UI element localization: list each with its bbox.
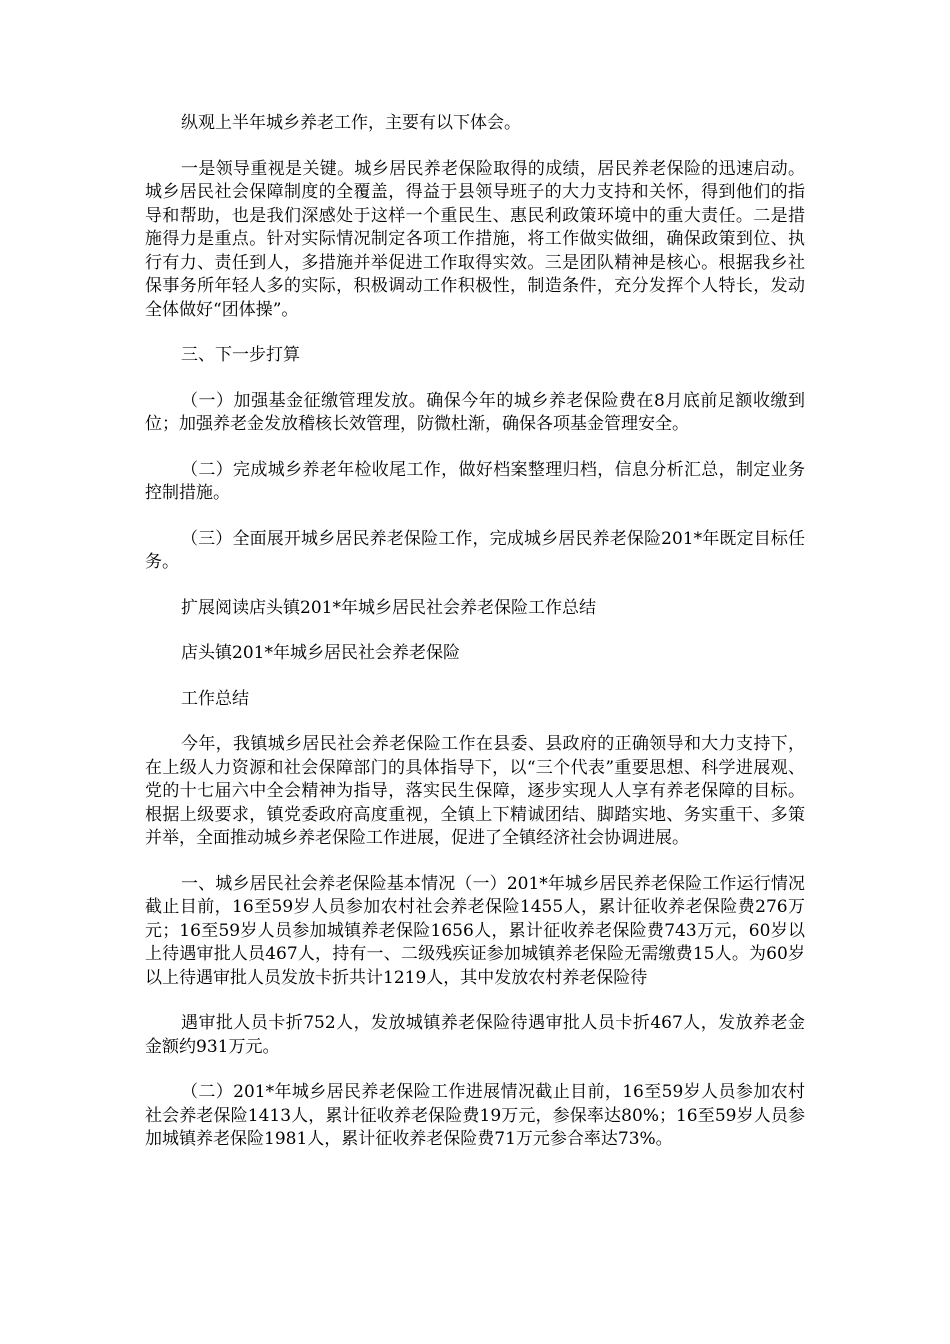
paragraph-summary-intro: 纵观上半年城乡养老工作，主要有以下体会。 (181, 113, 521, 133)
paragraph-report-intro: 今年，我镇城乡居民社会养老保险工作在县委、县政府的正确领导和大力支持下，在上级人力资源和社会保障部门的具体指导下，以“三个代表”重要思想、科学进展观、党的十七届六中全会精神为指导，落实民生保障，逐步实现人人享有养老保障的目标。根据上级要求，镇党委政府高度重视，全镇上下精诚团结、脚踏实地、务实重干、多策并举，全面推动城乡养老保险工作进展，促进了全镇经济社会协调进展。 (145, 734, 805, 848)
paragraph-plan-item-2: （二）完成城乡养老年检收尾工作，做好档案整理归档，信息分析汇总，制定业务控制措施。 (145, 459, 805, 503)
paragraph-basic-situation: 一、城乡居民社会养老保险基本情况（一）201*年城乡居民养老保险工作运行情况截止目前，16至59岁人员参加农村社会养老保险1455人，累计征收养老保险费276万元；16至59岁人员参加城镇养老保险1656人，累计征收养老保险费743万元，60岁以上待遇审批人员467人，持有一、二级残疾证参加城镇养老保险无需缴费15人。为60岁以上待遇审批人员发放卡折共计1219人，其中发放农村养老保险待 (145, 873, 805, 988)
report-title-line-2: 工作总结 (181, 688, 249, 709)
paragraph-progress-situation: （二）201*年城乡居民养老保险工作进展情况截止目前，16至59岁人员参加农村社会养老保险1413人，累计征收养老保险费19万元，参保率达80%；16至59岁人员参加城镇养老保险1981人，累计征收养老保险费71万元参合率达73%。 (145, 1082, 805, 1149)
extended-reading-title: 扩展阅读店头镇201*年城乡居民社会养老保险工作总结 (181, 597, 596, 618)
report-title-line-1: 店头镇201*年城乡居民社会养老保险 (181, 643, 460, 663)
paragraph-plan-item-3: （三）全面展开城乡居民养老保险工作，完成城乡居民养老保险201*年既定目标任务。 (145, 528, 805, 572)
section-heading-next-plan: 三、下一步打算 (181, 345, 300, 365)
paragraph-basic-situation-cont: 遇审批人员卡折752人，发放城镇养老保险待遇审批人员卡折467人，发放养老金金额约931万元。 (145, 1013, 805, 1057)
paragraph-plan-item-1: （一）加强基金征缴管理发放。确保今年的城乡养老保险费在8月底前足额收缴到位；加强养老金发放稽核长效管理，防微杜渐，确保各项基金管理安全。 (145, 390, 805, 434)
document-body (145, 112, 805, 1174)
paragraph-experience-points: 一是领导重视是关键。城乡居民养老保险取得的成绩，居民养老保险的迅速启动。城乡居民社会保障制度的全覆盖，得益于县领导班子的大力支持和关怀，得到他们的指导和帮助，也是我们深感处于这样一个重民生、惠民利政策环境中的重大责任。二是措施得力是重点。针对实际情况制定各项工作措施，将工作做实做细，确保政策到位、执行有力、责任到人，多措施并举促进工作取得实效。三是团队精神是核心。根据我乡社保事务所年轻人多的实际，积极调动工作积极性，制造条件，充分发挥个人特长，发动全体做好“团体操”。 (145, 158, 805, 320)
